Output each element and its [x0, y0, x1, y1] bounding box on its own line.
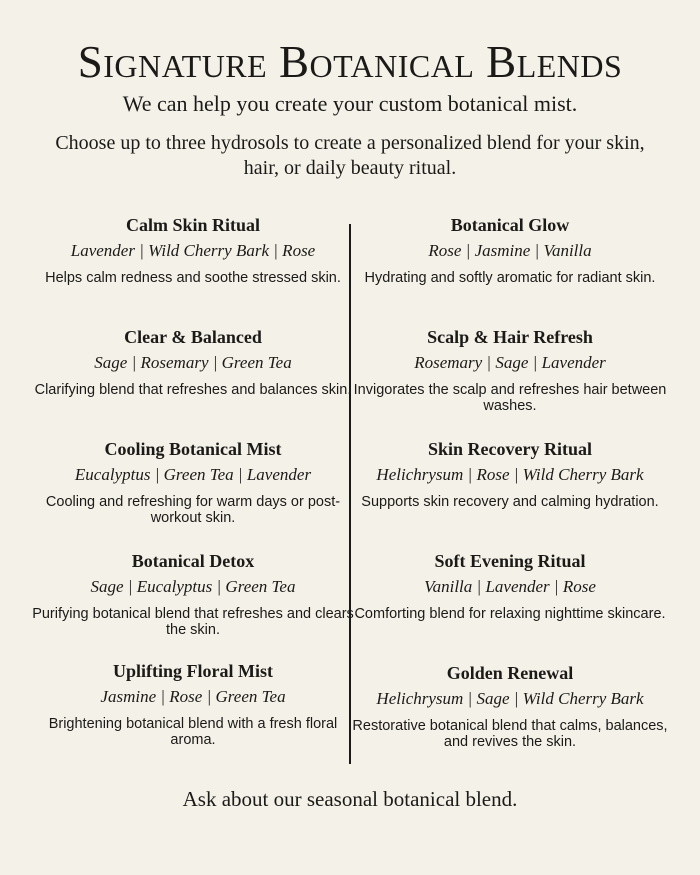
blend-description: Purifying botanical blend that refreshes and clears the skin.: [32, 606, 354, 638]
blend-ingredients: Helichrysum | Rose | Wild Cherry Bark: [376, 465, 644, 484]
page-subtitle: We can help you create your custom botanical mist.: [122, 91, 578, 116]
blend-card: [345, 661, 675, 750]
blend-card: [28, 659, 358, 748]
footer-note: Ask about our seasonal botanical blend.: [182, 787, 518, 811]
blend-name: Botanical Detox: [131, 551, 255, 571]
blend-card: [345, 437, 675, 510]
blend-description: Invigorates the scalp and refreshes hair between washes.: [353, 382, 667, 414]
blend-card: [345, 549, 675, 622]
blend-description: Hydrating and softly aromatic for radiant skin.: [364, 270, 656, 286]
blend-name: Calm Skin Ritual: [125, 215, 261, 235]
intro-text: Choose up to three hydrosols to create a personalized blend for your skin, hair, or daily beauty ritual.: [55, 132, 645, 179]
blend-description: Comforting blend for relaxing nighttime skincare.: [354, 606, 666, 622]
blend-ingredients: Helichrysum | Sage | Wild Cherry Bark: [376, 689, 644, 708]
blend-description: Restorative botanical blend that calms, balances, and revives the skin.: [352, 718, 668, 750]
blend-name: Soft Evening Ritual: [434, 551, 586, 571]
blend-ingredients: Vanilla | Lavender | Rose: [424, 577, 596, 596]
blend-card: [28, 325, 358, 398]
blend-card: [28, 549, 358, 638]
blend-name: Golden Renewal: [446, 663, 574, 683]
blend-description: Brightening botanical blend with a fresh floral aroma.: [48, 716, 338, 748]
blend-name: Skin Recovery Ritual: [428, 439, 592, 459]
blend-ingredients: Rose | Jasmine | Vanilla: [428, 241, 592, 260]
blend-ingredients: Eucalyptus | Green Tea | Lavender: [74, 465, 312, 484]
blend-card: [345, 325, 675, 414]
blend-name: Uplifting Floral Mist: [113, 661, 273, 681]
blend-ingredients: Jasmine | Rose | Green Tea: [100, 687, 286, 706]
blend-description: Helps calm redness and soothe stressed skin.: [45, 270, 341, 286]
blend-card: [28, 213, 358, 286]
blend-name: Clear & Balanced: [124, 327, 262, 347]
blend-description: Cooling and refreshing for warm days or post-workout skin.: [45, 494, 341, 526]
blend-description: Supports skin recovery and calming hydration.: [361, 494, 659, 510]
blend-name: Cooling Botanical Mist: [104, 439, 282, 459]
page-title: Signature Botanical Blends: [77, 37, 623, 87]
blend-ingredients: Lavender | Wild Cherry Bark | Rose: [70, 241, 316, 260]
blend-name: Scalp & Hair Refresh: [427, 327, 593, 347]
blend-card: [345, 213, 675, 286]
blend-ingredients: Rosemary | Sage | Lavender: [414, 353, 606, 372]
blend-ingredients: Sage | Eucalyptus | Green Tea: [90, 577, 296, 596]
blend-ingredients: Sage | Rosemary | Green Tea: [94, 353, 292, 372]
blend-description: Clarifying blend that refreshes and balances skin.: [34, 382, 352, 398]
blend-name: Botanical Glow: [450, 215, 570, 235]
blend-card: [28, 437, 358, 526]
